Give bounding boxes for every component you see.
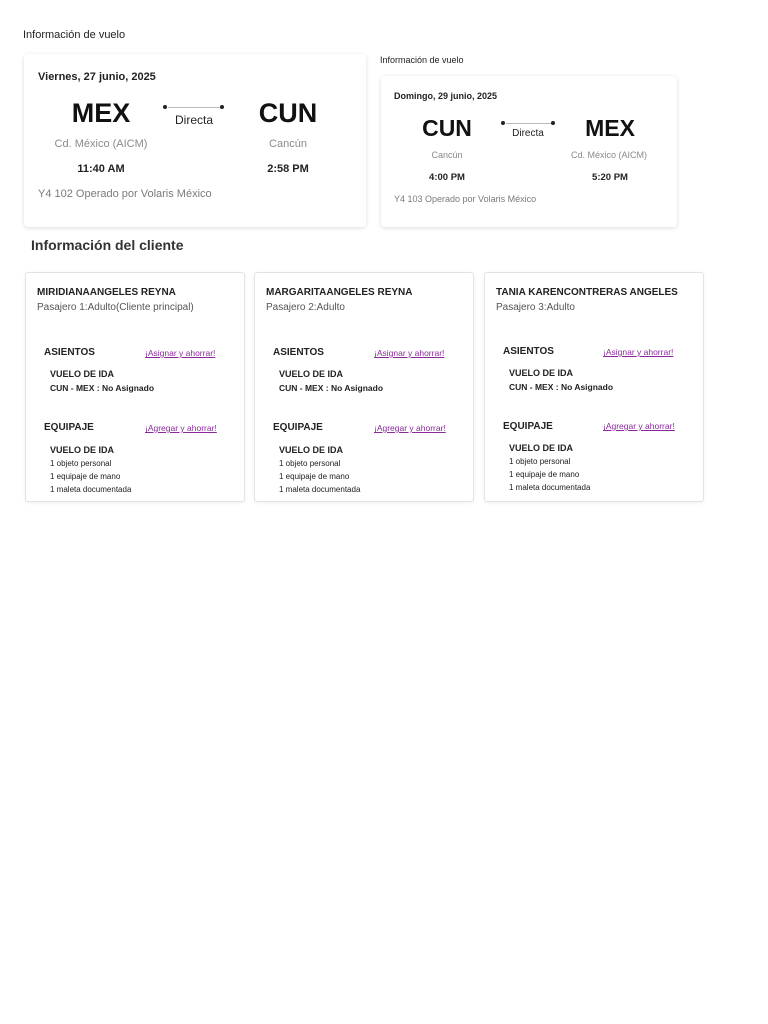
route-dot-start [163,105,167,109]
baggage-label: EQUIPAJE [503,421,553,432]
seats-label: ASIENTOS [273,347,324,358]
baggage-item: 1 equipaje de mano [279,472,350,481]
dest-city: Cancún [269,138,307,150]
baggage-item: 1 objeto personal [509,457,571,466]
route-line [168,107,220,108]
seat-assignment: CUN - MEX : No Asignado [50,383,155,393]
flight-date: Domingo, 29 junio, 2025 [394,91,498,101]
seats-flight-label: VUELO DE IDA [509,368,574,378]
route-dot-end [220,105,224,109]
dest-time: 5:20 PM [592,172,628,183]
flight-number: Y4 102 Operado por Volaris México [38,188,212,200]
seats-flight-label: VUELO DE IDA [279,369,344,379]
return-section-title: Información de vuelo [380,55,464,65]
passenger-card [254,272,474,502]
assign-seats-link[interactable]: ¡Asignar y ahorrar! [374,348,445,358]
seat-assignment: CUN - MEX : No Asignado [279,383,384,393]
add-baggage-link[interactable]: ¡Agregar y ahorrar! [145,423,217,433]
origin-code: MEX [71,98,131,128]
dest-code: MEX [585,115,635,141]
passenger-name: MIRIDIANAANGELES REYNA [37,287,176,298]
flight-number: Y4 103 Operado por Volaris México [394,194,537,204]
baggage-item: 1 objeto personal [50,459,112,468]
route-dot-start [501,121,505,125]
origin-time: 11:40 AM [77,163,125,175]
add-baggage-link[interactable]: ¡Agregar y ahorrar! [374,423,446,433]
add-baggage-link[interactable]: ¡Agregar y ahorrar! [603,421,675,431]
passenger-type: Pasajero 3:Adulto [496,302,575,313]
assign-seats-link[interactable]: ¡Asignar y ahorrar! [145,348,216,358]
origin-code: CUN [422,115,472,141]
baggage-item: 1 equipaje de mano [509,470,580,479]
passenger-card [25,272,245,502]
baggage-label: EQUIPAJE [273,422,323,433]
seat-assignment: CUN - MEX : No Asignado [509,382,614,392]
baggage-label: EQUIPAJE [44,422,94,433]
seats-label: ASIENTOS [503,346,554,357]
origin-time: 4:00 PM [429,172,465,183]
passenger-name: TANIA KARENCONTRERAS ANGELES [496,287,678,298]
stop-type: Directa [512,128,544,139]
flight-date: Viernes, 27 junio, 2025 [38,71,156,83]
baggage-item: 1 maleta documentada [509,483,591,492]
route-dot-end [551,121,555,125]
baggage-flight-label: VUELO DE IDA [279,445,344,455]
return-flight-card [381,76,677,227]
route-line [506,123,551,124]
seats-flight-label: VUELO DE IDA [50,369,115,379]
origin-city: Cd. México (AICM) [54,138,148,150]
passenger-type: Pasajero 2:Adulto [266,302,345,313]
client-section-title: Información del cliente [31,237,184,253]
origin-city: Cancún [431,150,463,160]
assign-seats-link[interactable]: ¡Asignar y ahorrar! [603,347,674,357]
dest-code: CUN [258,98,318,128]
passenger-type: Pasajero 1:Adulto(Cliente principal) [37,302,194,313]
baggage-item: 1 objeto personal [279,459,341,468]
stop-type: Directa [174,113,213,127]
baggage-item: 1 maleta documentada [279,485,361,494]
baggage-item: 1 equipaje de mano [50,472,121,481]
outbound-flight-card [24,54,366,227]
passenger-card [484,272,704,502]
baggage-item: 1 maleta documentada [50,485,132,494]
outbound-section-title: Información de vuelo [23,29,126,41]
dest-time: 2:58 PM [267,163,309,175]
baggage-flight-label: VUELO DE IDA [509,443,574,453]
dest-city: Cd. México (AICM) [570,150,647,160]
seats-label: ASIENTOS [44,347,95,358]
passenger-name: MARGARITAANGELES REYNA [266,287,413,298]
baggage-flight-label: VUELO DE IDA [50,445,115,455]
